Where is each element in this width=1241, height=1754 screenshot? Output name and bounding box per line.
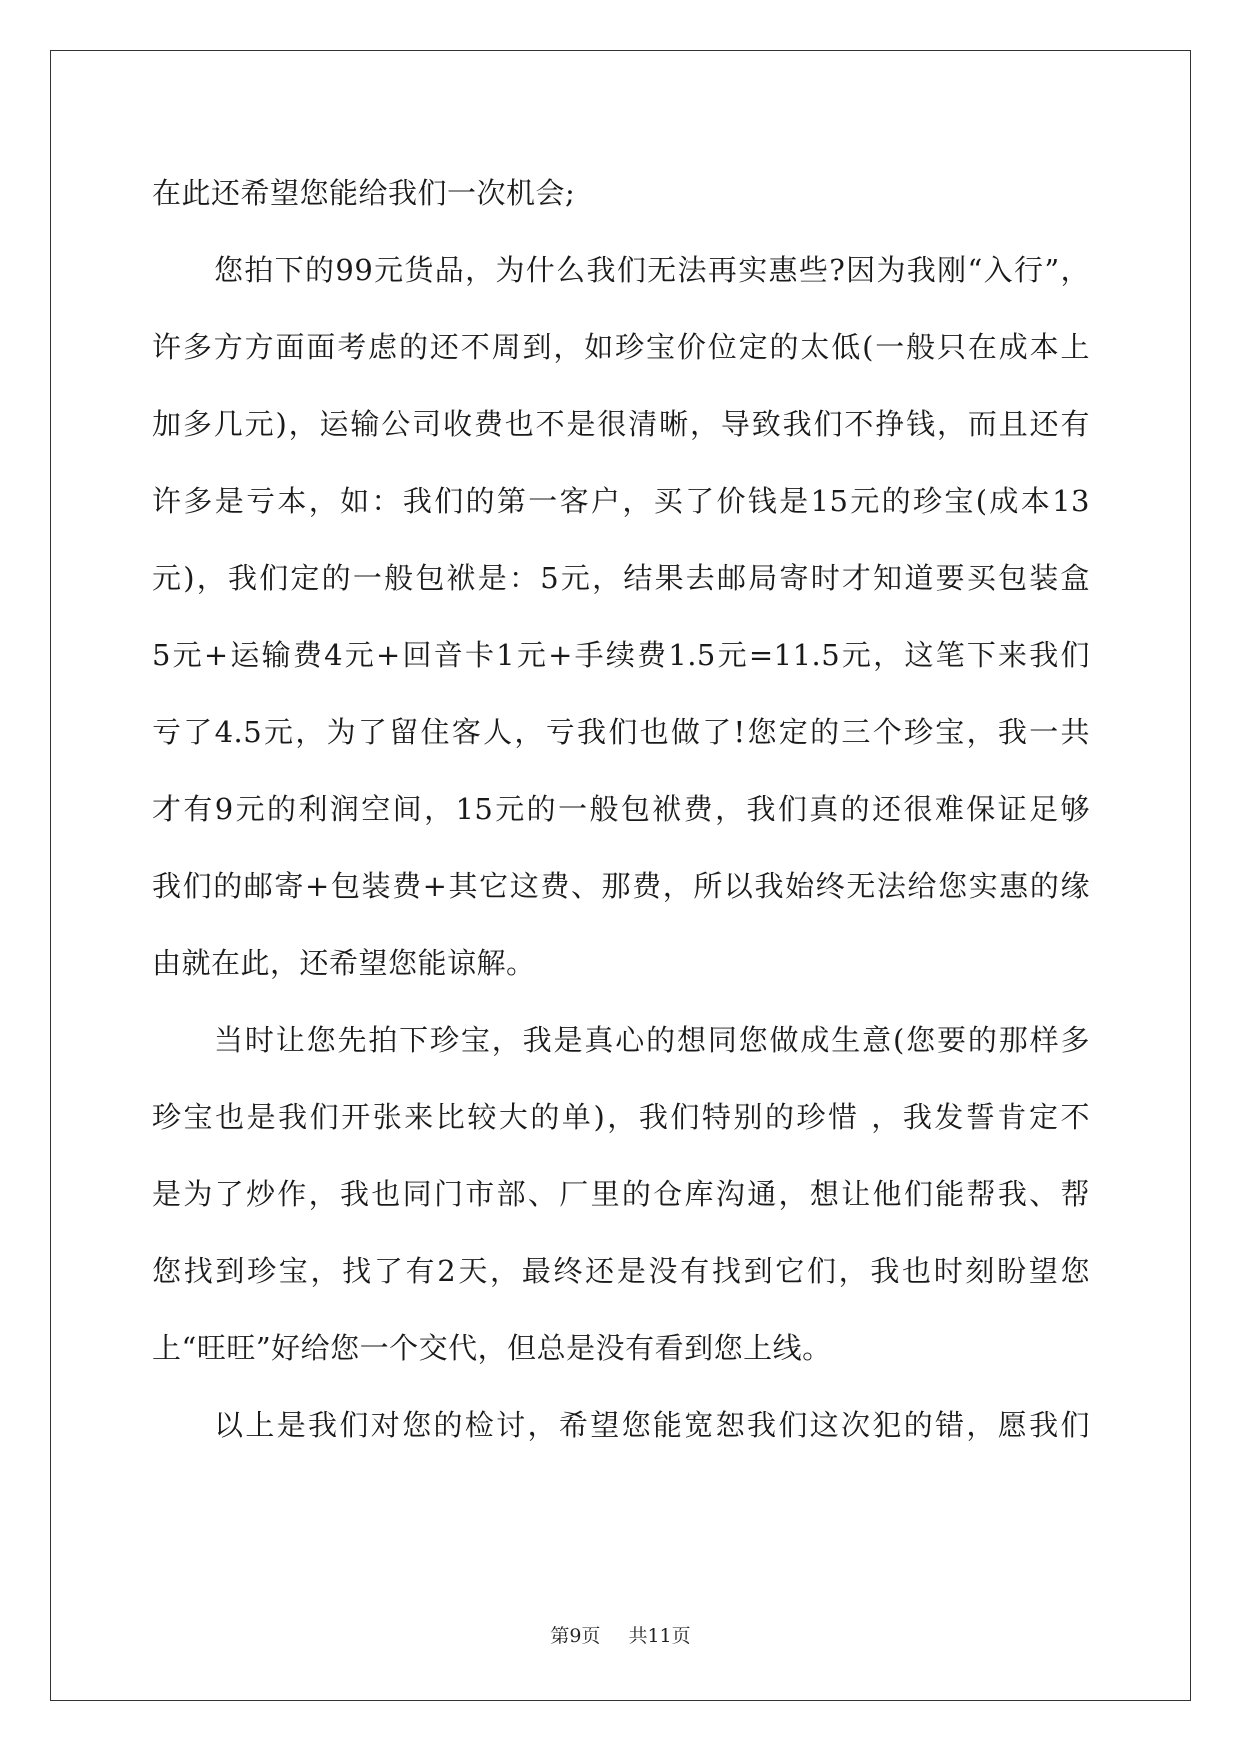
text-line: 许多方方面面考虑的还不周到，如珍宝价位定的太低(一般只在成本上 [152,330,1090,364]
text-line: 是为了炒作，我也同门市部、厂里的仓库沟通，想让他们能帮我、帮 [152,1177,1090,1211]
text-line: 才有9元的利润空间，15元的一般包袱费，我们真的还很难保证足够 [152,792,1090,826]
text-line: 元)，我们定的一般包袱是：5元，结果去邮局寄时才知道要买包装盒 [152,561,1090,595]
text-line: 在此还希望您能给我们一次机会; [152,176,576,210]
text-line: 亏了4.5元，为了留住客人，亏我们也做了!您定的三个珍宝，我一共 [152,715,1090,749]
page-number: 第9页 [550,1625,601,1647]
text-line: 5元+运输费4元+回音卡1元+手续费1.5元=11.5元，这笔下来我们 [152,638,1090,672]
text-line: 您拍下的99元货品，为什么我们无法再实惠些?因为我刚“入行”， [214,253,1090,287]
document-body [152,155,1090,1464]
text-line: 珍宝也是我们开张来比较大的单)，我们特别的珍惜 ，我发誓肯定不 [152,1100,1090,1134]
text-line: 加多几元)，运输公司收费也不是很清晰，导致我们不挣钱，而且还有 [152,407,1090,441]
page-total: 共11页 [628,1625,691,1647]
text-line: 我们的邮寄+包装费+其它这费、那费，所以我始终无法给您实惠的缘 [152,869,1090,903]
text-line: 您找到珍宝，找了有2天，最终还是没有找到它们，我也时刻盼望您 [152,1254,1090,1288]
text-line: 许多是亏本，如：我们的第一客户，买了价钱是15元的珍宝(成本13 [152,484,1090,518]
page-footer [0,1621,1241,1648]
text-line: 上“旺旺”好给您一个交代，但总是没有看到您上线。 [152,1331,832,1365]
text-line: 当时让您先拍下珍宝，我是真心的想同您做成生意(您要的那样多 [214,1023,1090,1057]
text-line: 由就在此，还希望您能谅解。 [152,946,536,980]
text-line: 以上是我们对您的检讨，希望您能宽恕我们这次犯的错，愿我们 [214,1408,1090,1442]
